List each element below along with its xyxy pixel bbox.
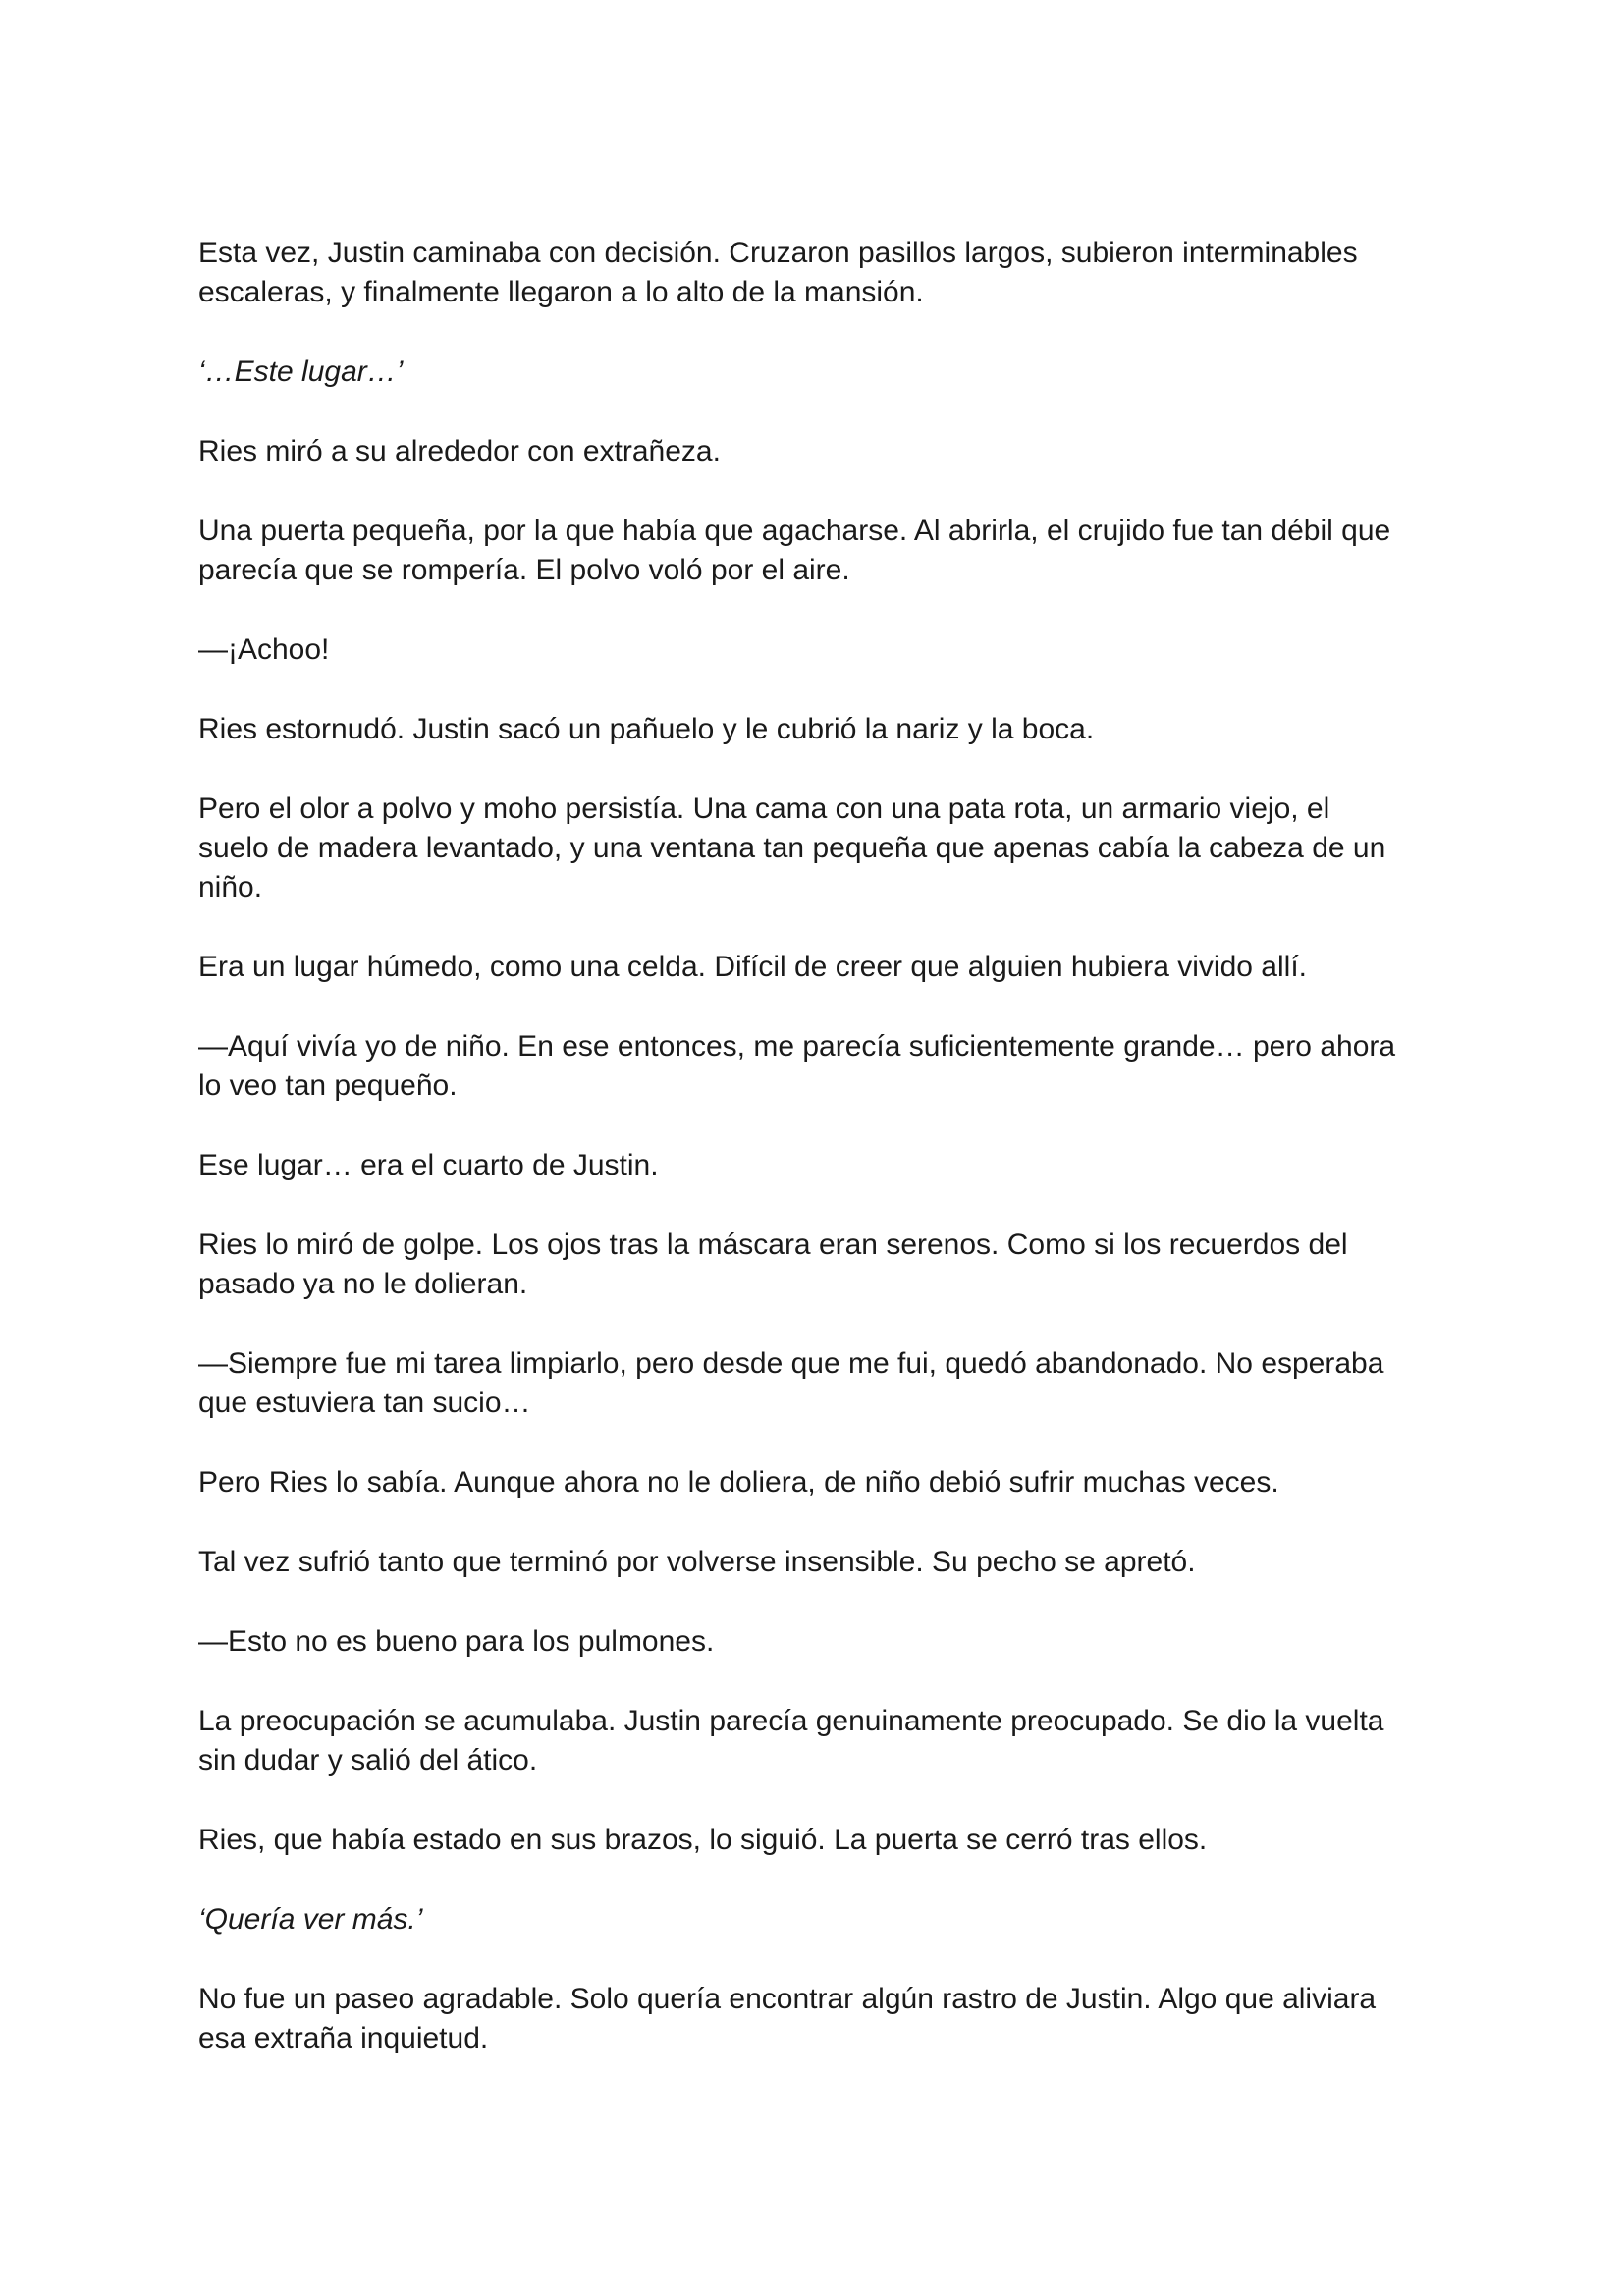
- document-body: [198, 234, 1445, 2099]
- paragraph: No fue un paseo agradable. Solo quería encontrar algún rastro de Justin. Algo que aliviara esa extraña inquietud.: [198, 1983, 1377, 2054]
- paragraph-thought: ‘…Este lugar…’: [198, 355, 404, 388]
- paragraph-dialogue: —Siempre fue mi tarea limpiarlo, pero desde que me fui, quedó abandonado. No esperaba que estuviera tan sucio…: [198, 1347, 1384, 1419]
- paragraph: La preocupación se acumulaba. Justin parecía genuinamente preocupado. Se dio la vuelta sin dudar y salió del ático.: [198, 1705, 1384, 1777]
- paragraph: Ries miró a su alrededor con extrañeza.: [198, 435, 721, 467]
- paragraph: Pero el olor a polvo y moho persistía. Una cama con una pata rota, un armario viejo, el suelo de madera levantado, y una ventana tan pequeña que apenas cabía la cabeza de un niño.: [198, 793, 1386, 903]
- paragraph-thought: ‘Quería ver más.’: [198, 1903, 423, 1936]
- paragraph: Una puerta pequeña, por la que había que agacharse. Al abrirla, el crujido fue tan débil que parecía que se rompería. El polvo voló por el aire.: [198, 515, 1391, 586]
- paragraph: Ries, que había estado en sus brazos, lo siguió. La puerta se cerró tras ellos.: [198, 1824, 1208, 1856]
- paragraph: Era un lugar húmedo, como una celda. Difícil de creer que alguien hubiera vivido allí.: [198, 951, 1307, 983]
- paragraph-dialogue: —Esto no es bueno para los pulmones.: [198, 1625, 715, 1658]
- paragraph: Ries estornudó. Justin sacó un pañuelo y le cubrió la nariz y la boca.: [198, 713, 1095, 745]
- paragraph: Pero Ries lo sabía. Aunque ahora no le doliera, de niño debió sufrir muchas veces.: [198, 1466, 1279, 1499]
- paragraph: Esta vez, Justin caminaba con decisión. Cruzaron pasillos largos, subieron interminables escaleras, y finalmente llegaron a lo alto de la mansión.: [198, 237, 1358, 308]
- paragraph: Tal vez sufrió tanto que terminó por volverse insensible. Su pecho se apretó.: [198, 1546, 1196, 1578]
- paragraph: Ese lugar… era el cuarto de Justin.: [198, 1149, 659, 1181]
- paragraph: Ries lo miró de golpe. Los ojos tras la máscara eran serenos. Como si los recuerdos del pasado ya no le dolieran.: [198, 1229, 1348, 1300]
- paragraph-dialogue: —Aquí vivía yo de niño. En ese entonces, me parecía suficientemente grande… pero ahora lo veo tan pequeño.: [198, 1030, 1396, 1102]
- paragraph-dialogue: —¡Achoo!: [198, 633, 330, 666]
